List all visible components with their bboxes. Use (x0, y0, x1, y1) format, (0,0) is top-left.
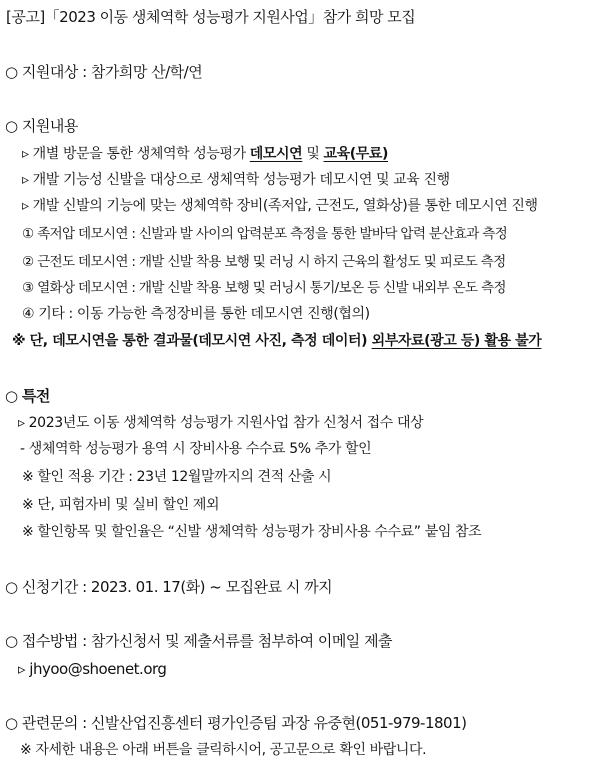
benefit-heading-mark: ○ (5, 387, 22, 405)
benefit-note-exclusion: ※ 단, 피험자비 및 실비 할인 제외 (22, 497, 220, 513)
inquiry-contact: ○ 관련문의 : 신발산업진흥센터 평가인증팀 과장 유중현(051-979-1801) (5, 714, 467, 732)
usage-restriction-notice (12, 329, 541, 353)
usage-restriction-emphasis: 외부자료(광고 등) 활용 불가 (371, 333, 542, 349)
support-content-heading: ○ 지원내용 (5, 117, 78, 135)
announcement-title: [공고]「2023 이동 생체역학 성능평가 지원사업」참가 희망 모집 (6, 8, 416, 26)
content-item-visit-demo (22, 142, 388, 166)
education-free-emphasis: 교육(무료) (323, 146, 389, 162)
demo-thermal: ③ 열화상 데모시연 : 개발 신발 착용 보행 및 러닝시 통기/보온 등 신발 내외부 온도 측정 (22, 280, 506, 296)
support-target: ○ 지원대상 : 참가희망 산/학/연 (5, 63, 203, 81)
benefit-item-applicants: ▹ 2023년도 이동 생체역학 성능평가 지원사업 참가 신청서 접수 대상 (18, 415, 424, 431)
application-period: ○ 신청기간 : 2023. 01. 17(화) ~ 모집완료 시 까지 (5, 578, 333, 596)
demo-plantar-pressure: ① 족저압 데모시연 : 신발과 발 사이의 압력분포 측정을 통한 발바닥 압력 분산효과 측정 (22, 226, 508, 242)
benefit-heading-label: 특전 (21, 387, 50, 405)
submission-email: ▹ jhyoo@shoenet.org (18, 660, 167, 678)
benefit-heading (5, 384, 50, 408)
demo-emphasis: 데모시연 (249, 146, 303, 162)
benefit-note-period: ※ 할인 적용 기간 : 23년 12월말까지의 견적 산출 시 (22, 469, 332, 485)
submission-method: ○ 접수방법 : 참가신청서 및 제출서류를 첨부하여 이메일 제출 (5, 632, 393, 650)
demo-other: ④ 기타 : 이동 가능한 측정장비를 통한 데모시연 진행(협의) (22, 306, 370, 322)
inquiry-note: ※ 자세한 내용은 아래 버튼을 클릭하시어, 공고문으로 확인 바랍니다. (20, 742, 427, 758)
usage-restriction-text: ※ 단, 데모시연을 통한 결과물(데모시연 사진, 측정 데이터) (12, 333, 372, 349)
content-item-equipment: ▹ 개발 신발의 기능에 맞는 생체역학 장비(족저압, 근전도, 열화상)를 통한 데모시연 진행 (22, 198, 538, 214)
benefit-note-reference: ※ 할인항목 및 할인율은 “신발 생체역학 성능평가 장비사용 수수료” 붙임 참조 (22, 524, 482, 540)
benefit-item-discount: - 생체역학 성능평가 용역 시 장비사용 수수료 5% 추가 할인 (20, 441, 372, 457)
demo-emg: ② 근전도 데모시연 : 개발 신발 착용 보행 및 러닝 시 하지 근육의 활성도 및 피로도 측정 (22, 254, 506, 270)
content-item-and: 및 (302, 146, 324, 162)
content-item-functional-shoes: ▹ 개발 기능성 신발을 대상으로 생체역학 성능평가 데모시연 및 교육 진행 (22, 172, 450, 188)
content-item-visit-text: ▹ 개별 방문을 통한 생체역학 성능평가 (22, 146, 250, 162)
